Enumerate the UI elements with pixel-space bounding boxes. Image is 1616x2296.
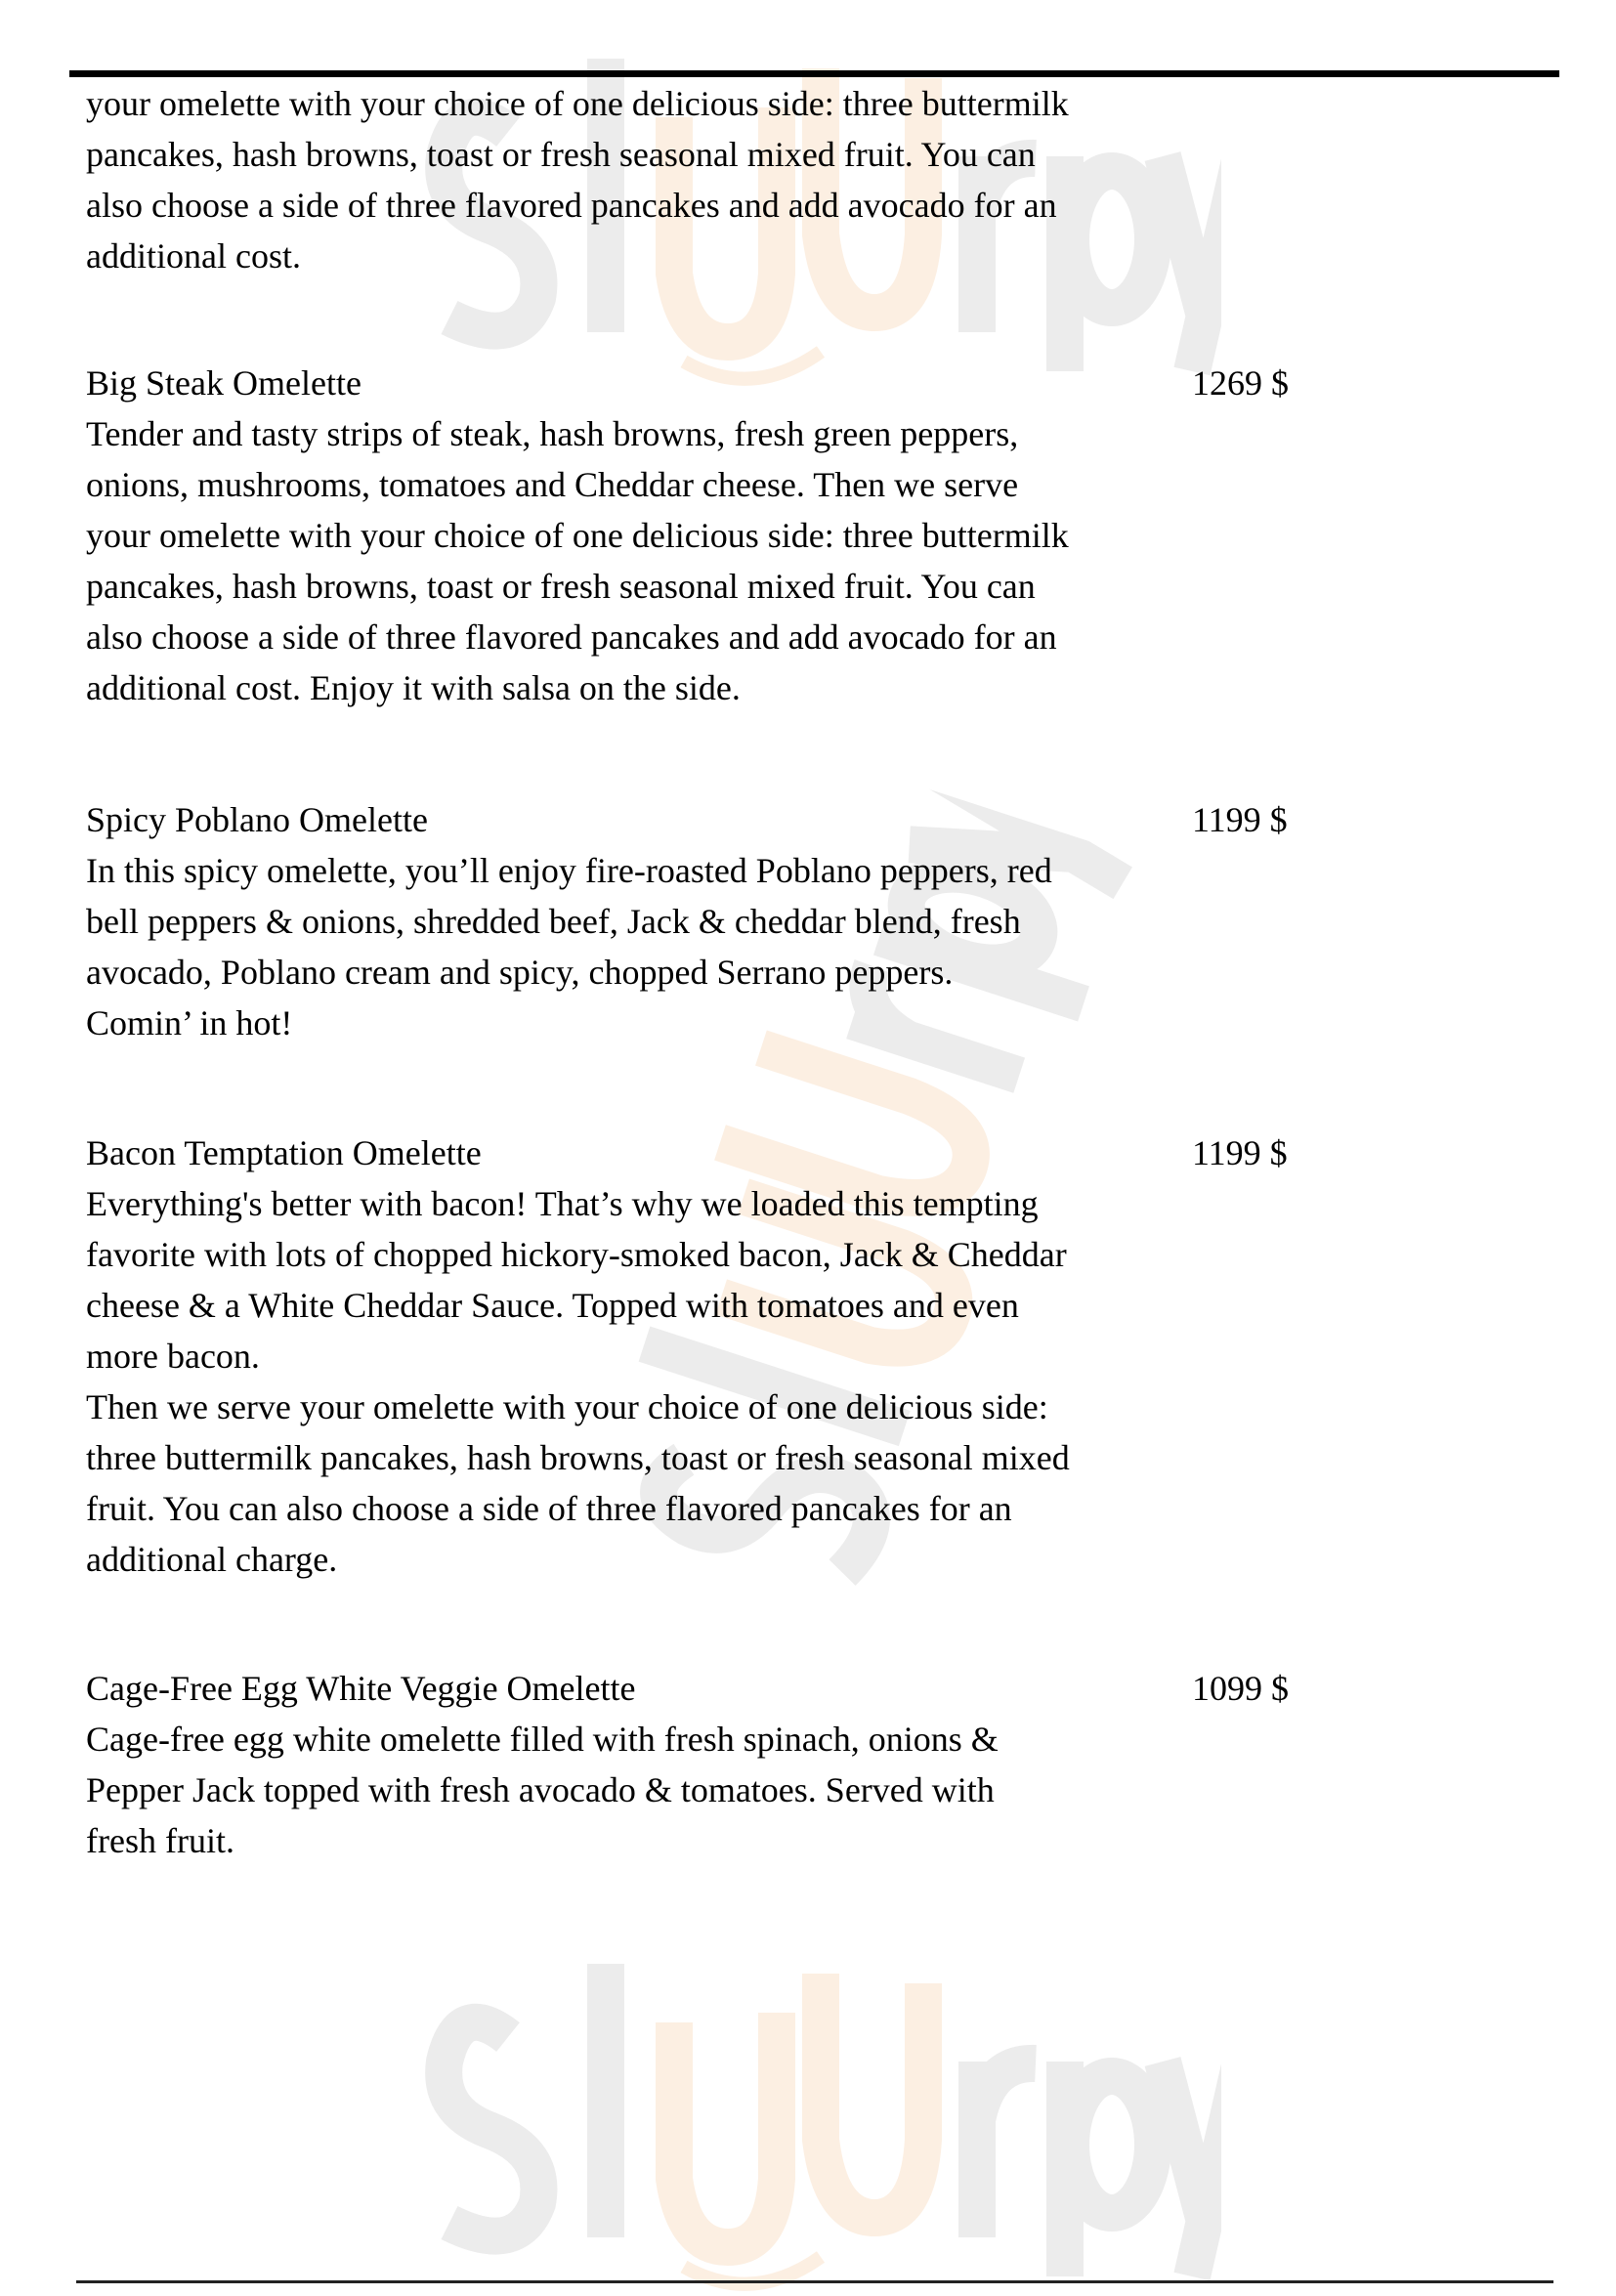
item-price: 1269 $ [1192,363,1289,403]
item-name: Spicy Poblano Omelette [86,800,428,839]
item-name: Cage-Free Egg White Veggie Omelette [86,1669,636,1708]
description-line: Everything's better with bacon! That’s why we loaded this tempting [86,1184,1039,1223]
item-header [86,1663,1552,1714]
description-line: Tender and tasty strips of steak, hash browns, fresh green peppers, [86,414,1019,453]
description-line: three buttermilk pancakes, hash browns, toast or fresh seasonal mixed [86,1438,1070,1477]
bottom-rule [76,2280,1553,2283]
watermark-logo-bottom [391,1944,1221,2296]
continued-description [86,78,1552,281]
menu-item-big-steak-omelette [86,358,1552,713]
description-line: cheese & a White Cheddar Sauce. Topped with tomatoes and even [86,1286,1019,1325]
item-header [86,1127,1552,1178]
description-line: fresh fruit. [86,1821,234,1860]
description-line: your omelette with your choice of one delicious side: three buttermilk [86,84,1069,123]
menu-item-cage-free-egg-white-veggie-omelette [86,1663,1552,1866]
item-price: 1099 $ [1192,1669,1289,1708]
description-line: Cage-free egg white omelette filled with fresh spinach, onions & [86,1720,999,1759]
menu-item-spicy-poblano-omelette [86,794,1552,1048]
description-line: Comin’ in hot! [86,1003,293,1042]
description-line: Pepper Jack topped with fresh avocado & tomatoes. Served with [86,1770,995,1809]
description-line: additional charge. [86,1540,338,1579]
top-rule [69,70,1559,77]
description-line: also choose a side of three flavored pancakes and add avocado for an [86,186,1057,225]
description-line: onions, mushrooms, tomatoes and Cheddar cheese. Then we serve [86,465,1019,504]
item-name: Big Steak Omelette [86,363,361,403]
item-name: Bacon Temptation Omelette [86,1133,482,1172]
description-line: bell peppers & onions, shredded beef, Jack & cheddar blend, fresh [86,902,1021,941]
item-price: 1199 $ [1192,800,1288,839]
description-line: also choose a side of three flavored pancakes and add avocado for an [86,617,1057,657]
item-price: 1199 $ [1192,1133,1288,1172]
description-line: pancakes, hash browns, toast or fresh seasonal mixed fruit. You can [86,567,1036,606]
description-line: additional cost. [86,236,301,276]
item-header [86,794,1552,845]
description-line: your omelette with your choice of one delicious side: three buttermilk [86,516,1069,555]
description-line: pancakes, hash browns, toast or fresh seasonal mixed fruit. You can [86,135,1036,174]
description-line: avocado, Poblano cream and spicy, chopped Serrano peppers. [86,953,954,992]
menu-item-bacon-temptation-omelette [86,1127,1552,1585]
description-line: favorite with lots of chopped hickory-smoked bacon, Jack & Cheddar [86,1235,1067,1274]
description-line: more bacon. [86,1337,260,1376]
description-line: Then we serve your omelette with your choice of one delicious side: [86,1387,1048,1426]
description-line: additional cost. Enjoy it with salsa on the side. [86,668,741,707]
item-header [86,358,1552,408]
description-line: fruit. You can also choose a side of three flavored pancakes for an [86,1489,1012,1528]
description-line: In this spicy omelette, you’ll enjoy fire-roasted Poblano peppers, red [86,851,1052,890]
